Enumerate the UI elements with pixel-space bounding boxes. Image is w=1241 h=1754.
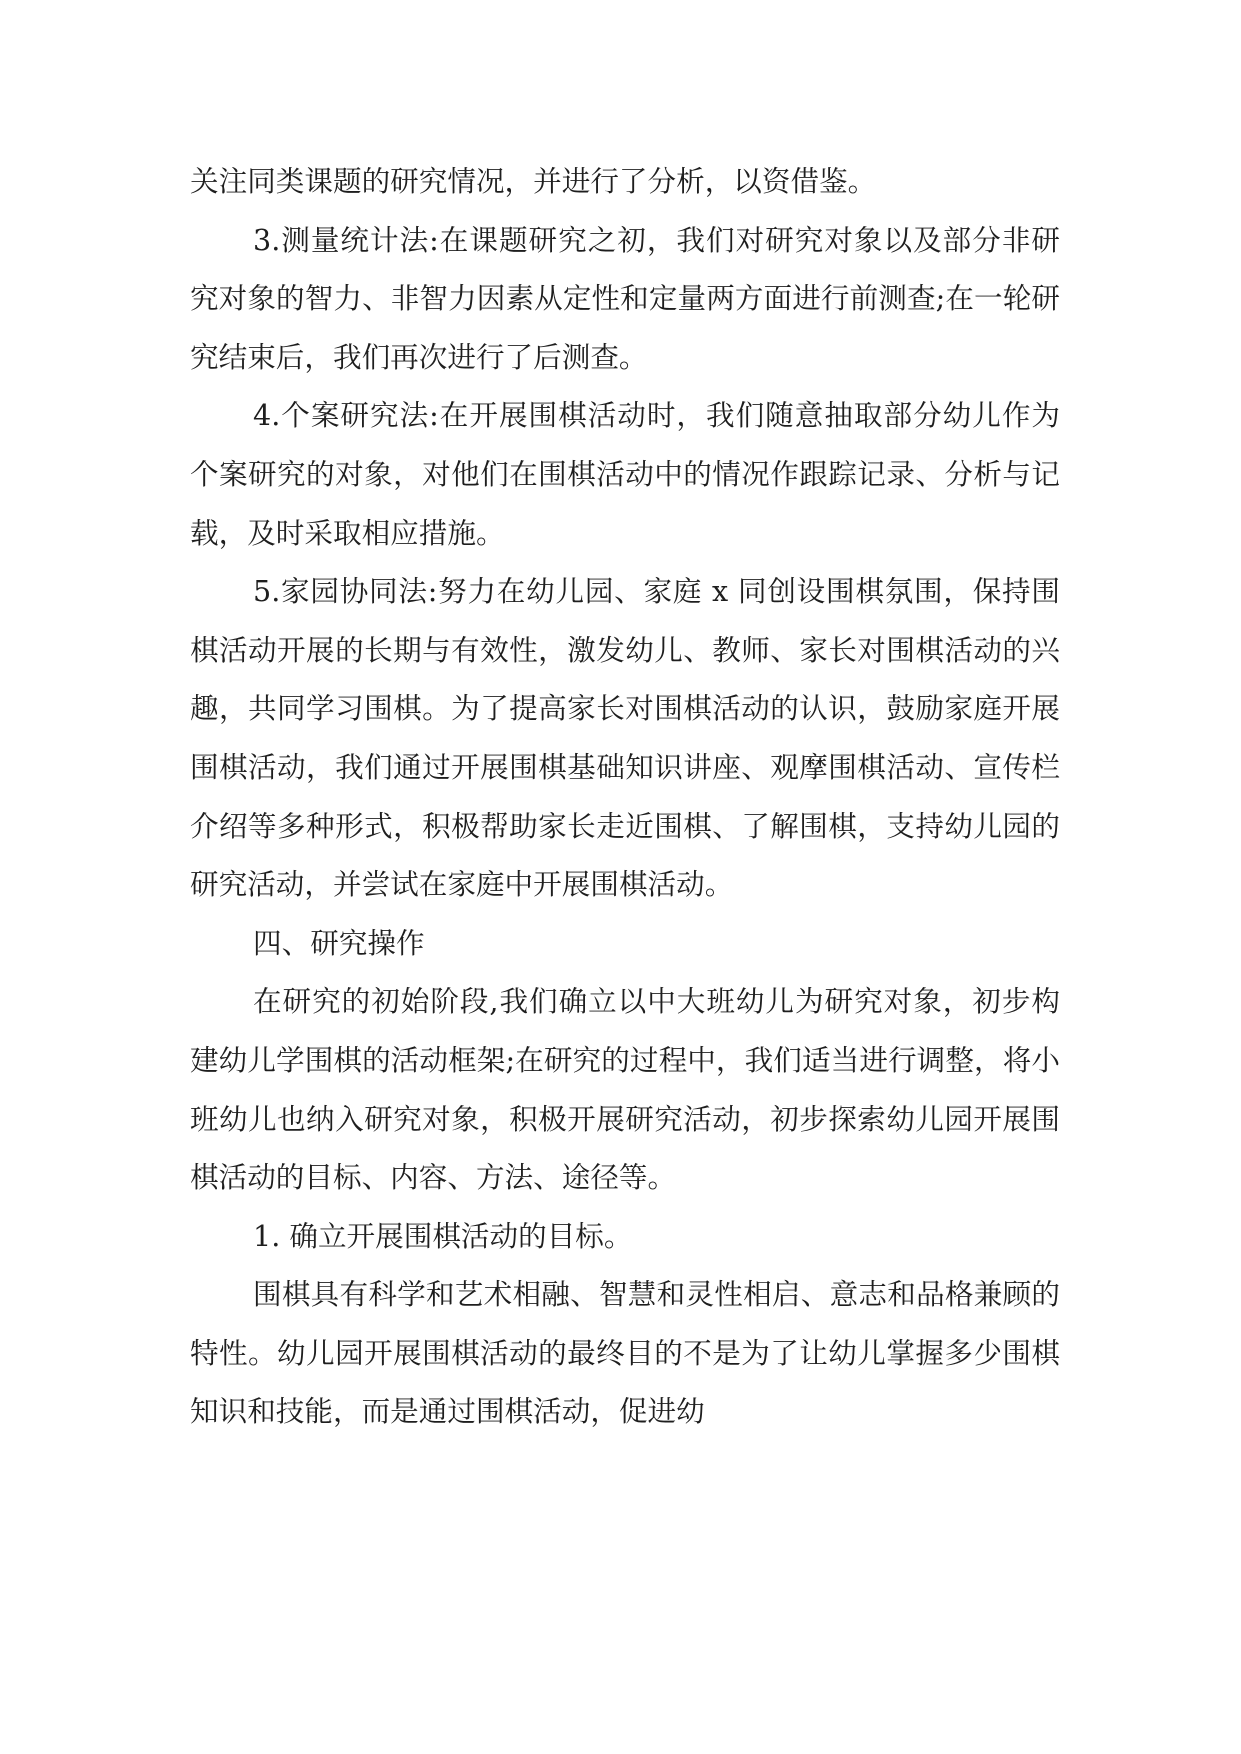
paragraph-method-3: 3.测量统计法:在课题研究之初，我们对研究对象以及部分非研究对象的智力、非智力因素从定性和定量两方面进行前测查;在一轮研究结束后，我们再次进行了后测查。 [190,222,1060,374]
document-body [190,152,1060,1441]
section-heading-4: 四、研究操作 [253,925,425,960]
paragraph-method-4: 4.个案研究法:在开展围棋活动时，我们随意抽取部分幼儿作为个案研究的对象，对他们在围棋活动中的情况作跟踪记录、分析与记载，及时采取相应措施。 [190,398,1060,550]
subheading-goal: 1. 确立开展围棋活动的目标。 [253,1218,633,1253]
paragraph-method-5: 5.家园协同法:努力在幼儿园、家庭 x 同创设围棋氛围，保持围棋活动开展的长期与有效性，激发幼儿、教师、家长对围棋活动的兴趣，共同学习围棋。为了提高家长对围棋活动的认识，鼓励家庭开展围棋活动，我们通过开展围棋基础知识讲座、观摩围棋活动、宣传栏介绍等多种形式，积极帮助家长走近围棋、了解围棋，支持幼儿园的研究活动，并尝试在家庭中开展围棋活动。 [190,574,1060,902]
paragraph-research-stage: 在研究的初始阶段,我们确立以中大班幼儿为研究对象，初步构建幼儿学围棋的活动框架;在研究的过程中，我们适当进行调整，将小班幼儿也纳入研究对象，积极开展研究活动，初步探索幼儿园开展围棋活动的目标、内容、方法、途径等。 [190,984,1060,1195]
paragraph-goal: 围棋具有科学和艺术相融、智慧和灵性相启、意志和品格兼顾的特性。幼儿园开展围棋活动的最终目的不是为了让幼儿掌握多少围棋知识和技能，而是通过围棋活动，促进幼 [190,1277,1060,1429]
paragraph-continuation: 关注同类课题的研究情况，并进行了分析，以资借鉴。 [190,164,877,198]
